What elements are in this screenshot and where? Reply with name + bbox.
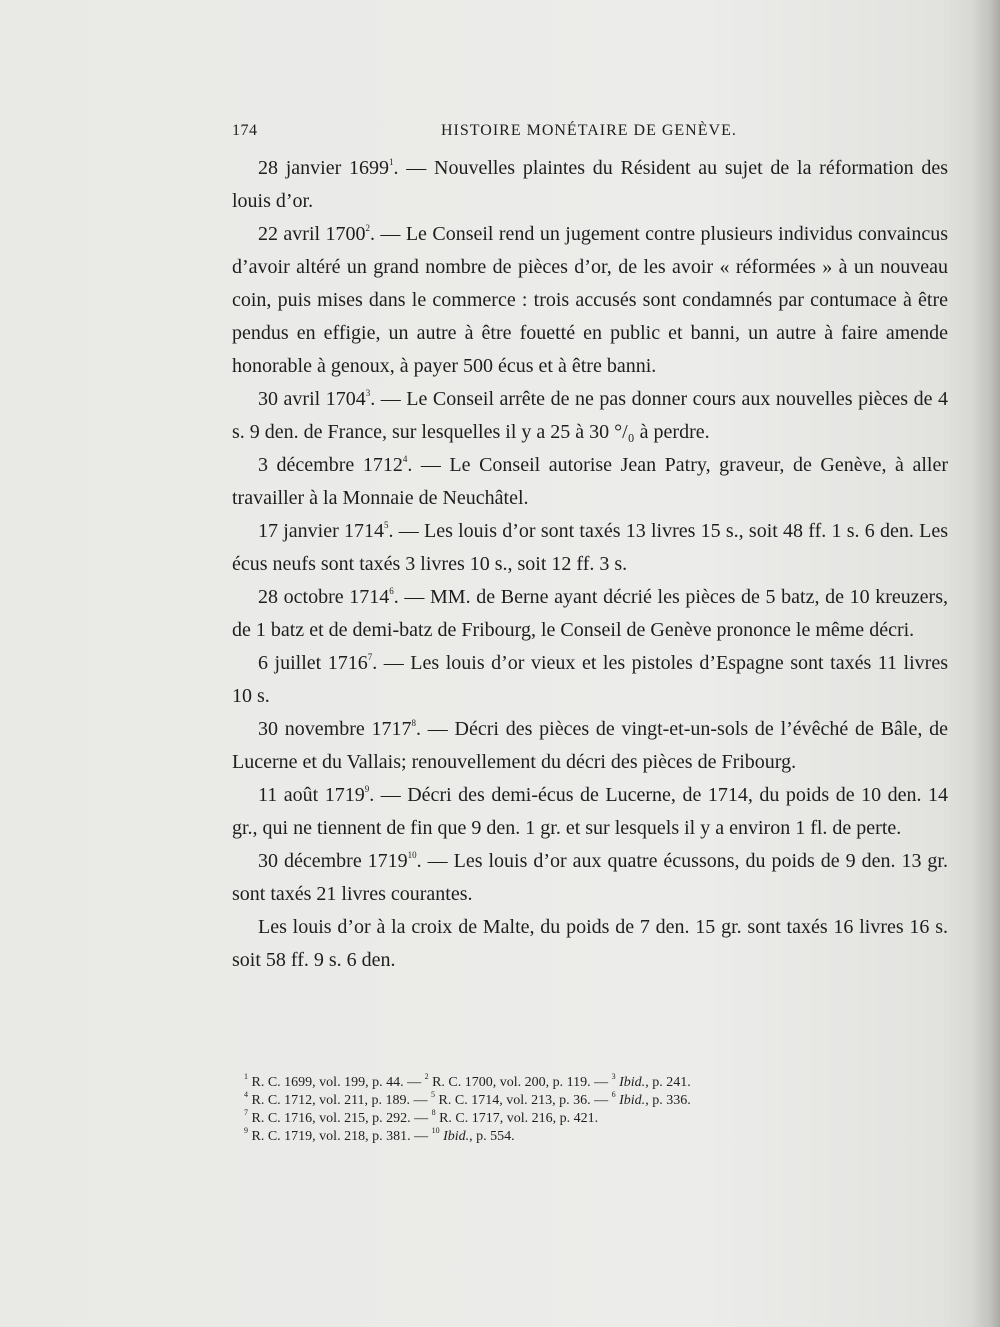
footnote-number: 1 <box>244 1072 248 1082</box>
entry-date: 6 juillet 1716 <box>258 652 368 674</box>
footnote-marker: 10 <box>407 850 417 861</box>
entry-text: Les louis d’or à la croix de Malte, du poids de 7 den. 15 gr. sont taxés 16 livres 16 s. soit 58 ff. 9 s. 6 den. <box>232 916 948 971</box>
entry-text: . — Le Conseil arrête de ne pas donner cours aux nouvelles pièces de 4 s. 9 den. de France, sur lesquelles il y a 25 à 30 °/₀ à perdre. <box>232 388 948 443</box>
entry-text: . — Le Conseil rend un jugement contre plusieurs individus convaincus d’avoir altéré un grand nombre de pièces d’or, de les avoir « réformées » à un nouveau coin, puis mises dans le commerce : trois accusés sont condamnés par contumace à être pendus en effigie, un autre à être fouetté en public et banni, un autre à faire amende honorable à genoux, à payer 500 écus et à être banni. <box>232 223 948 377</box>
entry-text: . — Les louis d’or aux quatre écussons, du poids de 9 den. 13 gr. sont taxés 21 livres courantes. <box>232 850 948 905</box>
footnote-ibid: Ibid. <box>615 1093 646 1108</box>
running-header <box>232 118 948 144</box>
entry-paragraph <box>232 713 948 779</box>
footnote-marker: 4 <box>402 454 408 465</box>
footnote-marker: 5 <box>384 520 389 531</box>
entry-text: . — MM. de Berne ayant décrié les pièces de 5 batz, de 10 kreuzers, de 1 batz et de demi-batz de Fribourg, le Conseil de Genève prononce le même décri. <box>232 586 948 641</box>
entry-paragraph <box>232 911 948 977</box>
footnote-reference: , p. 241. <box>645 1075 691 1090</box>
footnote-marker: 3 <box>365 388 371 399</box>
entry-paragraph <box>232 383 948 449</box>
footnote-reference: R. C. 1716, vol. 215, p. 292. — <box>248 1111 432 1126</box>
footnote-reference: R. C. 1712, vol. 211, p. 189. — <box>248 1093 432 1108</box>
body-text <box>232 152 948 977</box>
footnote-ibid: Ibid. <box>439 1129 470 1144</box>
footnote-reference: , p. 554. <box>469 1129 515 1144</box>
footnote-ibid: Ibid. <box>615 1075 646 1090</box>
entry-text: . — Nouvelles plaintes du Résident au sujet de la réformation des louis d’or. <box>232 157 948 212</box>
entry-date: 28 octobre 1714 <box>258 586 390 608</box>
footnote-reference: , p. 336. <box>645 1093 691 1108</box>
footnote-number: 9 <box>244 1126 248 1136</box>
entry-text: . — Décri des demi-écus de Lucerne, de 1714, du poids de 10 den. 14 gr., qui ne tiennent de fin que 9 den. 1 gr. et sur lesquels il y a environ 1 fl. de perte. <box>232 784 948 839</box>
entry-text: . — Le Conseil autorise Jean Patry, graveur, de Genève, à aller travailler à la Monnaie de Neuchâtel. <box>232 454 948 509</box>
entry-paragraph <box>232 647 948 713</box>
footnote-number: 8 <box>431 1108 436 1118</box>
entry-paragraph <box>232 845 948 911</box>
entry-paragraph <box>232 152 948 218</box>
footnote-reference: R. C. 1719, vol. 218, p. 381. — <box>248 1129 432 1144</box>
entry-date: 17 janvier 1714 <box>258 520 385 542</box>
entry-date: 3 décembre 1712 <box>258 454 403 476</box>
footnotes <box>244 1074 844 1146</box>
entry-date: 28 janvier 1699 <box>258 157 390 179</box>
page-edge-shadow <box>972 0 1000 1327</box>
footnote-number: 6 <box>611 1090 616 1100</box>
footnote-number: 3 <box>611 1072 616 1082</box>
entry-date: 30 avril 1704 <box>258 388 366 410</box>
footnote-marker: 1 <box>389 157 394 168</box>
footnote-line <box>244 1110 844 1128</box>
footnote-marker: 8 <box>411 718 416 729</box>
entry-date: 30 décembre 1719 <box>258 850 408 872</box>
entry-paragraph <box>232 581 948 647</box>
footnote-number: 7 <box>244 1108 248 1118</box>
entry-paragraph <box>232 515 948 581</box>
entry-text: . — Les louis d’or sont taxés 13 livres 15 s., soit 48 ff. 1 s. 6 den. Les écus neufs sont taxés 3 livres 10 s., soit 12 ff. 3 s. <box>232 520 948 575</box>
footnote-line <box>244 1128 844 1146</box>
page-number: 174 <box>232 122 258 139</box>
entry-paragraph <box>232 779 948 845</box>
entry-date: 22 avril 1700 <box>258 223 366 245</box>
footnote-reference: R. C. 1714, vol. 213, p. 36. — <box>435 1093 612 1108</box>
entry-text: . — Décri des pièces de vingt-et-un-sols de l’évêché de Bâle, de Lucerne et du Vallais; renouvellement du décri des pièces de Fribourg. <box>232 718 948 773</box>
footnote-reference: R. C. 1717, vol. 216, p. 421. <box>435 1111 599 1126</box>
footnote-line <box>244 1092 844 1110</box>
footnote-reference: R. C. 1699, vol. 199, p. 44. — <box>248 1075 425 1090</box>
footnote-marker: 9 <box>364 784 370 795</box>
entry-date: 30 novembre 1717 <box>258 718 412 740</box>
footnote-line <box>244 1074 844 1092</box>
entry-paragraph <box>232 218 948 383</box>
footnote-marker: 6 <box>389 586 394 597</box>
running-title: HISTOIRE MONÉTAIRE DE GENÈVE. <box>441 122 737 139</box>
footnote-marker: 7 <box>367 652 373 663</box>
entry-text: . — Les louis d’or vieux et les pistoles d’Espagne sont taxés 11 livres 10 s. <box>232 652 948 707</box>
footnote-number: 5 <box>431 1090 436 1100</box>
footnote-number: 4 <box>244 1090 248 1100</box>
footnote-number: 2 <box>424 1072 429 1082</box>
footnote-number: 10 <box>431 1126 440 1136</box>
footnote-marker: 2 <box>365 223 370 234</box>
entry-paragraph <box>232 449 948 515</box>
entry-date: 11 août 1719 <box>258 784 365 806</box>
footnote-reference: R. C. 1700, vol. 200, p. 119. — <box>428 1075 612 1090</box>
